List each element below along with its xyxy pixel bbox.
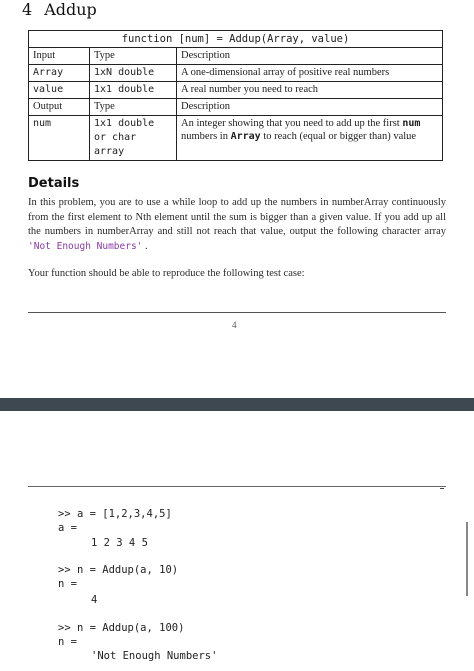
function-signature: function [num] = Addup(Array, value) bbox=[29, 31, 443, 48]
input-description-array: A one-dimensional array of positive real numbers bbox=[177, 65, 443, 82]
page-number: 4 bbox=[232, 320, 237, 330]
section-number: 4 bbox=[22, 0, 33, 19]
code-line-5: n = bbox=[58, 578, 77, 590]
details-paragraph-string: 'Not Enough Numbers' bbox=[28, 240, 143, 252]
output-header-type: Type bbox=[90, 99, 177, 116]
page-divider bbox=[28, 312, 446, 313]
page-separator-band bbox=[0, 398, 474, 411]
code-line-8: n = bbox=[58, 636, 77, 648]
details-paragraph-2: Your function should be able to reproduce the following test case: bbox=[28, 268, 305, 279]
code-line-3: 1 2 3 4 5 bbox=[91, 537, 148, 549]
code-line-9: 'Not Enough Numbers' bbox=[91, 650, 218, 662]
code-line-4: >> n = Addup(a, 10) bbox=[58, 564, 179, 576]
input-header-name: Input bbox=[29, 48, 90, 65]
output-desc-code-array: Array bbox=[230, 131, 261, 142]
input-header-type: Type bbox=[90, 48, 177, 65]
output-desc-mid: numbers in bbox=[181, 131, 231, 142]
input-type-value: 1x1 double bbox=[90, 82, 177, 99]
code-line-7: >> n = Addup(a, 100) bbox=[58, 622, 185, 634]
output-name: num bbox=[29, 116, 90, 161]
output-desc-post: to reach (equal or bigger than) value bbox=[260, 131, 417, 142]
output-desc-pre: An integer showing that you need to add up the first bbox=[181, 118, 400, 129]
section-title: Addup bbox=[44, 0, 97, 19]
output-type bbox=[90, 116, 177, 161]
page-top-rule bbox=[28, 486, 446, 487]
output-desc-code-num: num bbox=[402, 118, 421, 129]
code-line-1: >> a = [1,2,3,4,5] bbox=[58, 508, 172, 520]
details-paragraph bbox=[28, 196, 446, 254]
section-heading bbox=[22, 0, 97, 19]
details-paragraph-end: . bbox=[142, 240, 148, 252]
output-header-name: Output bbox=[29, 99, 90, 116]
details-title: Details bbox=[28, 176, 80, 191]
output-header-description: Description bbox=[177, 99, 443, 116]
input-name-value: value bbox=[29, 82, 90, 99]
code-line-2: a = bbox=[58, 522, 77, 534]
spec-table bbox=[28, 30, 443, 161]
output-type-line2: or char bbox=[94, 132, 137, 143]
output-description bbox=[177, 116, 443, 161]
output-type-line1: 1x1 double bbox=[94, 118, 155, 129]
input-type-array: 1xN double bbox=[90, 65, 177, 82]
output-type-line3: array bbox=[94, 146, 125, 157]
input-header-description: Description bbox=[177, 48, 443, 65]
code-line-6: 4 bbox=[91, 594, 98, 606]
input-description-value: A real number you need to reach bbox=[177, 82, 443, 99]
scrollbar-thumb[interactable] bbox=[466, 522, 468, 596]
input-name-array: Array bbox=[29, 65, 90, 82]
details-paragraph-text: In this problem, you are to use a while loop to add up the numbers in numberArray continuously from the first element to Nth element until the sum is bigger than a given value. If you add up all the numbers in numberArray and still not reach that value, output the following character array bbox=[28, 197, 446, 237]
rule-tick bbox=[440, 488, 444, 489]
